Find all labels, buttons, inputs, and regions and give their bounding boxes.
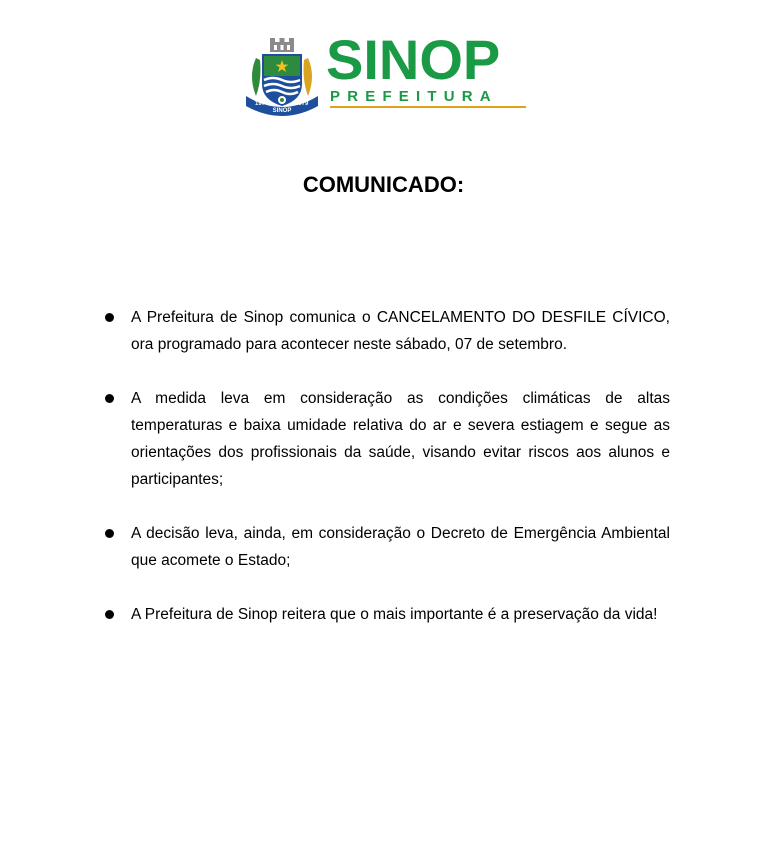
bullet-icon [105,313,114,322]
brand-name: SINOP [326,28,501,91]
list-item-text: A decisão leva, ainda, em consideração o Decreto de Emergência Ambiental que acomete o Estado; [131,525,670,569]
list-item-text: A Prefeitura de Sinop comunica o CANCELAMENTO DO DESFILE CÍVICO, ora programado para acontecer neste sábado, 07 de setembro. [131,309,670,353]
crest-year-right: 1979 [295,101,309,107]
document-title: COMUNICADO: [302,172,465,197]
bullet-icon [105,529,114,538]
crest-right-branch [304,58,313,96]
list-item [100,520,670,574]
crest-ribbon-label: SINOP [272,108,292,114]
bullet-icon [105,394,114,403]
list-item-text: A medida leva em consideração as condições climáticas de altas temperaturas e baixa umidade relativa do ar e severa estiagem e segue as orientações dos profissionais da saúde, visando evitar riscos aos alunos e participantes; [131,390,670,488]
bullet-icon [105,610,114,619]
sinop-crest-logo [242,36,322,116]
list-item [100,385,670,493]
list-item [100,304,670,358]
crest-left-branch [252,58,261,96]
brand-subtitle: PREFEITURA [330,88,498,105]
brand-underline [330,106,526,108]
brand-wordmark [326,28,536,118]
list-item-text: A Prefeitura de Sinop reitera que o mais importante é a preservação da vida! [131,606,658,623]
page-header [0,28,767,118]
crest-year-left: 1974 [255,101,269,107]
list-item [100,601,670,628]
announcement-list [100,304,670,628]
